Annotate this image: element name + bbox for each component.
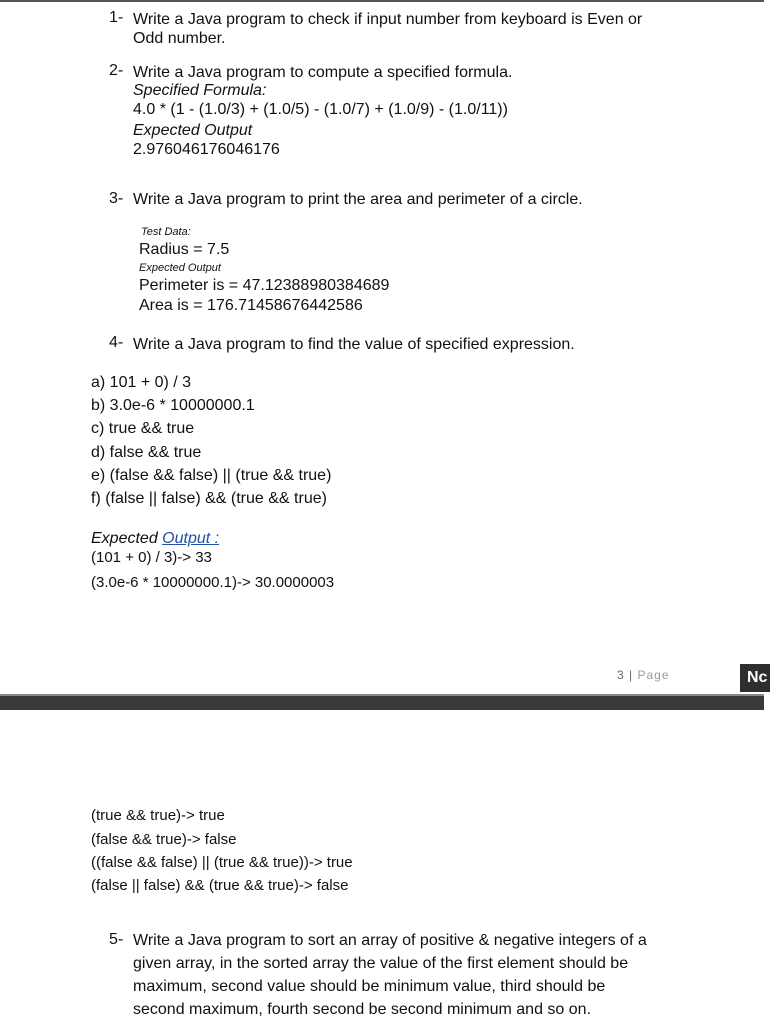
page-top-border <box>0 0 764 2</box>
question-3-expected-label: Expected Output <box>139 262 221 274</box>
question-4-title: Write a Java program to find the value of specified expression. <box>133 336 575 353</box>
question-4-item-b: b) 3.0e-6 * 10000000.1 <box>91 397 255 414</box>
question-4-item-e: e) (false && false) || (true && true) <box>91 467 332 484</box>
question-1-line-1: Write a Java program to check if input number from keyboard is Even or <box>133 11 643 28</box>
question-3-title: Write a Java program to print the area and perimeter of a circle. <box>133 191 583 208</box>
page-footer: 3 | Page <box>617 668 670 682</box>
question-5-line-1: Write a Java program to sort an array of positive & negative integers of a <box>133 932 647 949</box>
question-3-perimeter: Perimeter is = 47.12388980384689 <box>139 277 390 294</box>
question-1-number: 1- <box>109 9 124 26</box>
question-3-area: Area is = 176.71458676442586 <box>139 297 363 314</box>
question-3-number: 3- <box>109 190 124 207</box>
question-2-number: 2- <box>109 62 124 79</box>
question-2-expected-value: 2.976046176046176 <box>133 141 280 158</box>
question-4-output-1: (101 + 0) / 3)-> 33 <box>91 549 212 566</box>
question-2-formula-label: Specified Formula: <box>133 82 267 99</box>
question-4-expected-label: Expected Output : <box>91 530 220 547</box>
question-1-line-2: Odd number. <box>133 30 226 47</box>
question-4-item-d: d) false && true <box>91 444 202 461</box>
question-4-item-a: a) 101 + 0) / 3 <box>91 374 192 391</box>
page2-output-4: (false || false) && (true && true)-> false <box>91 877 349 894</box>
page2-output-1: (true && true)-> true <box>91 807 225 824</box>
question-2-expected-label: Expected Output <box>133 122 253 139</box>
question-4-number: 4- <box>109 334 124 351</box>
question-5-number: 5- <box>109 931 124 948</box>
question-5-line-3: maximum, second value should be minimum value, third should be <box>133 978 606 995</box>
question-2-title: Write a Java program to compute a specified formula. <box>133 64 513 81</box>
question-3-test-data-label: Test Data: <box>141 226 191 238</box>
page-separator <box>0 696 764 710</box>
page2-output-2: (false && true)-> false <box>91 831 237 848</box>
question-2-formula: 4.0 * (1 - (1.0/3) + (1.0/5) - (1.0/7) + (1.0/9) - (1.0/11)) <box>133 101 508 118</box>
page2-output-3: ((false && false) || (true && true))-> true <box>91 854 353 871</box>
expected-output-link: Output <box>162 530 211 547</box>
side-tab-label[interactable]: Nc <box>740 664 770 692</box>
question-3-radius: Radius = 7.5 <box>139 241 230 258</box>
question-5-line-2: given array, in the sorted array the value of the first element should be <box>133 955 629 972</box>
question-4-output-2: (3.0e-6 * 10000000.1)-> 30.0000003 <box>91 574 335 591</box>
question-4-item-c: c) true && true <box>91 420 195 437</box>
question-5-line-4: second maximum, fourth second be second minimum and so on. <box>133 1001 592 1018</box>
question-4-item-f: f) (false || false) && (true && true) <box>91 490 327 507</box>
